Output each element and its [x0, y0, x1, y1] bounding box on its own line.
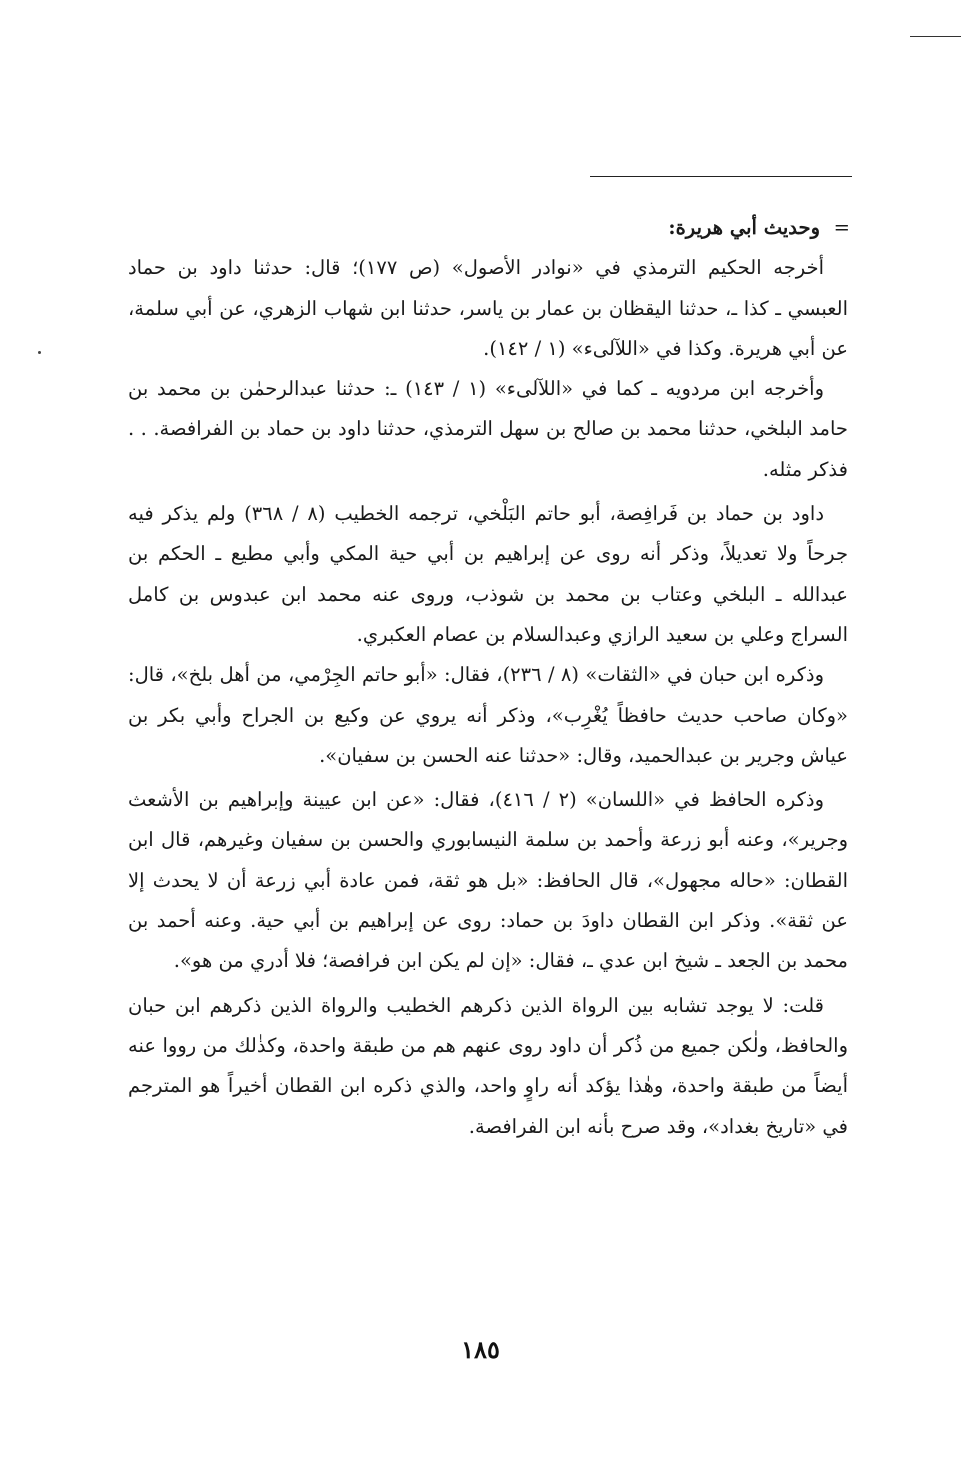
paragraph-4: وذكره ابن حبان في «الثقات» (٨ / ٢٣٦)، فقال: «أبو حاتم الجِرْمي، من أهل بلخ»، قال: «وكان صاحب حديث حافظاً يُغْرِب»، وذكر أنه يروي عن وكيع بن الجراح وأبي بكر بن عياش وجرير بن عبدالحميد، وقال: «حدثنا عنه الحسن بن سفيان». [128, 663, 848, 767]
paragraph-1: أخرجه الحكيم الترمذي في «نوادر الأصول» (ص ١٧٧)؛ قال: حدثنا داود بن حماد العبسي ـ كذا ـ، حدثنا اليقظان بن عمار بن ياسر، حدثنا ابن شهاب الزهري، عن أبي سلمة، عن أبي هريرة. وكذا في «اللآلىء» (١ / ١٤٢). [128, 256, 848, 360]
stray-mark [38, 351, 41, 354]
heading-title: وحديث أبي هريرة: [668, 216, 820, 239]
paragraph-2: وأخرجه ابن مردويه ـ كما في «اللآلىء» (١ / ١٤٣) ـ: حدثنا عبدالرحمٰن بن محمد بن حامد البلخي، حدثنا محمد بن صالح بن سهل الترمذي، حدثنا داود بن حماد بن الفرافصة. . . فذكر مثله. [128, 377, 848, 481]
paragraph-5: وذكره الحافظ في «اللسان» (٢ / ٤١٦)، فقال: «عن ابن عيينة وإبراهيم بن الأشعث وجرير»، وعنه أبو زرعة وأحمد بن سلمة النيسابوري والحسن بن سفيان وغيرهم، قال ابن القطان: «حاله مجهول»، قال الحافظ: «بل هو ثقة، فمن عادة أبي زرعة أن لا يحدث إلا عن ثقة». وذكر ابن القطان داودَ بن حماد: روى عن إبراهيم بن أبي حية. وعنه أحمد بن محمد بن الجعد ـ شيخ ابن عدي ـ، فقال: «إن لم يكن ابن فرافصة؛ فلا أدري من هو». [128, 788, 848, 973]
section-heading [128, 208, 848, 248]
main-text [128, 208, 848, 1147]
continuation-mark: = [833, 216, 850, 239]
top-rule [590, 176, 852, 177]
paragraph-6: قلت: لا يوجد تشابه بين الرواة الذين ذكرهم الخطيب والرواة الذين ذكرهم ابن حبان والحافظ، ولٰكن جميع من ذُكر أن داود روى عنهم هم من طبقة واحدة، وكذٰلك من رووا عنه أيضاً من طبقة واحدة، وهٰذا يؤكد أنه راوٍ واحد، والذي ذكره ابن القطان أخيراً هو المترجم في «تاريخ بغداد»، وقد صرح بأنه ابن الفرافصة. [128, 993, 848, 1138]
paragraph-3: داود بن حماد بن فَرافِصة، أبو حاتم البَلْخي، ترجمه الخطيب (٨ / ٣٦٨) ولم يذكر فيه جرحاً ولا تعديلاً، وذكر أنه روى عن إبراهيم بن أبي حية المكي وأبي مطيع ـ الحكم بن عبدالله ـ البلخي وعتاب بن محمد بن شوذب، وروى عنه محمد ابن عبدوس بن كامل السراج وعلي بن سعيد الرازي وعبدالسلام بن عصام العكبري. [128, 502, 848, 646]
corner-rule [910, 36, 961, 37]
page-number: ١٨٥ [461, 1335, 500, 1364]
